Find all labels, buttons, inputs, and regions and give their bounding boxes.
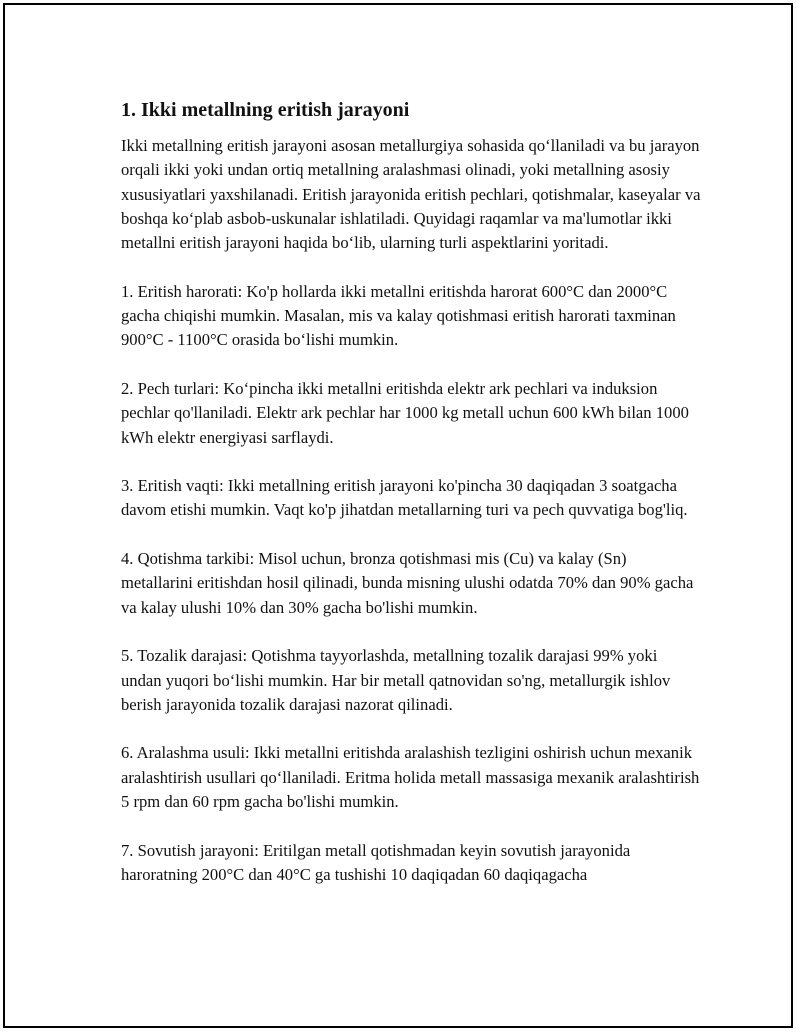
document-page [3, 3, 793, 1028]
section-heading: 1. Ikki metallning eritish jarayoni [121, 99, 410, 121]
paragraph-melting-temperature: 1. Eritish harorati: Ko'p hollarda ikki metallni eritishda harorat 600°C dan 2000°C gacha chiqishi mumkin. Masalan, mis va kalay qotishmasi eritish harorati taxminan 900°C - 1100°C orasida bo‘lishi mumkin. [121, 281, 676, 350]
paragraph-alloy-composition: 4. Qotishma tarkibi: Misol uchun, bronza qotishmasi mis (Cu) va kalay (Sn) metallarini eritishdan hosil qilinadi, bunda misning ulushi odatda 70% dan 90% gacha va kalay ulushi 10% dan 30% gacha bo'lishi mumkin. [121, 549, 694, 617]
paragraph-mixing-method: 6. Aralashma usuli: Ikki metallni eritishda aralashish tezligini oshirish uchun mexanik aralashtirish usullari qo‘llaniladi. Eritma holida metall massasiga mexanik aralashtirish 5 rpm dan 60 rpm gacha bo'lishi mumkin. [121, 743, 700, 812]
paragraph-purity-level: 5. Tozalik darajasi: Qotishma tayyorlashda, metallning tozalik darajasi 99% yoki undan yuqori bo‘lishi mumkin. Har bir metall qatnovidan so'ng, metallurgik ishlov berish jarayonida tozalik darajasi nazorat qilinadi. [121, 646, 671, 714]
paragraph-cooling-process: 7. Sovutish jarayoni: Eritilgan metall qotishmadan keyin sovutish jarayonida haroratning 200°C dan 40°C ga tushishi 10 daqiqadan 60 daqiqagacha [121, 840, 631, 884]
document-content [121, 97, 701, 912]
paragraph-furnace-types: 2. Pech turlari: Ko‘pincha ikki metallni eritishda elektr ark pechlari va induksion pechlar qo'llaniladi. Elektr ark pechlar har 1000 kg metall uchun 600 kWh bilan 1000 kWh elektr energiyasi sarflaydi. [121, 378, 689, 447]
paragraph-melting-time: 3. Eritish vaqti: Ikki metallning eritish jarayoni ko'pincha 30 daqiqadan 3 soatgacha davom etishi mumkin. Vaqt ko'p jihatdan metallarning turi va pech quvvatiga bog'liq. [121, 476, 688, 520]
intro-paragraph: Ikki metallning eritish jarayoni asosan metallurgiya sohasida qo‘llaniladi va bu jarayon orqali ikki yoki undan ortiq metallning aralashmasi olinadi, yoki metallning asosiy xususiyatlari yaxshilanadi. Eritish jarayonida eritish pechlari, qotishmalar, kaseyalar va boshqa ko‘plab asbob-uskunalar ishlatiladi. Quyidagi raqamlar va ma'lumotlar ikki metallni eritish jarayoni haqida bo‘lib, ularning turli aspektlarini yoritadi. [121, 136, 701, 253]
